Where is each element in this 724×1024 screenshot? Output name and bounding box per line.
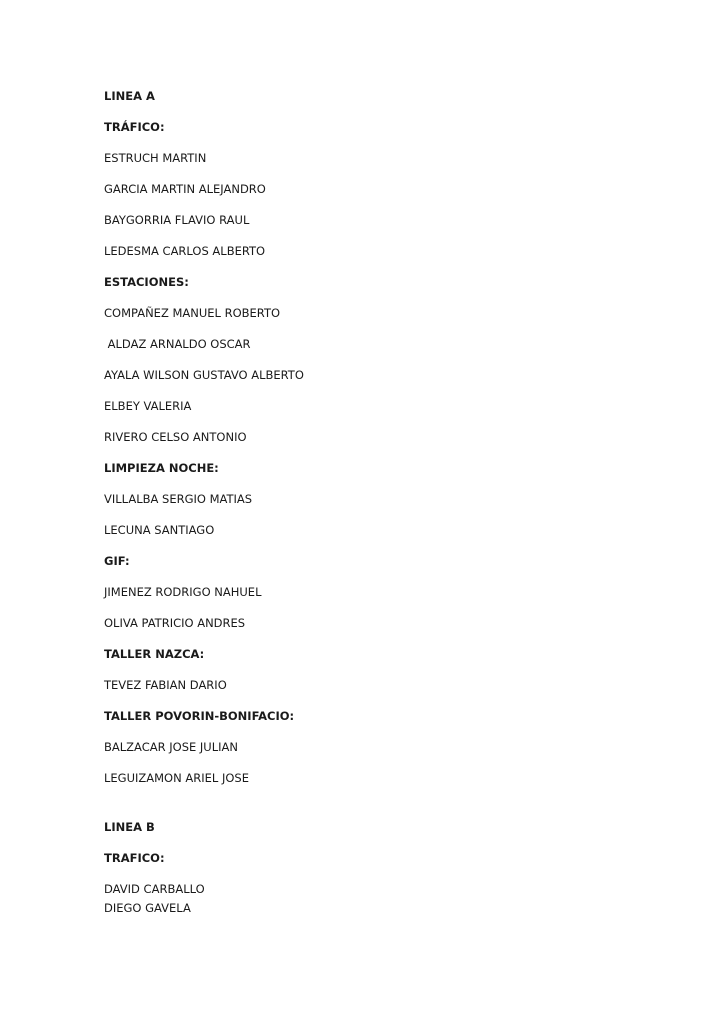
list-item: VILLALBA SERGIO MATIAS — [104, 492, 253, 506]
group-heading-gif: GIF: — [104, 554, 130, 568]
list-item: DIEGO GAVELA — [104, 901, 191, 915]
group-heading-estaciones: ESTACIONES: — [104, 275, 189, 289]
list-item: LEDESMA CARLOS ALBERTO — [104, 244, 266, 258]
section-title-linea-a: LINEA A — [104, 89, 155, 103]
group-heading-taller-povorin-bonifacio: TALLER POVORIN-BONIFACIO: — [104, 709, 295, 723]
list-item: RIVERO CELSO ANTONIO — [104, 430, 247, 444]
list-item: GARCIA MARTIN ALEJANDRO — [104, 182, 266, 196]
list-item: JIMENEZ RODRIGO NAHUEL — [104, 585, 262, 599]
list-item: COMPAÑEZ MANUEL ROBERTO — [104, 306, 281, 320]
group-heading-trafico: TRÁFICO: — [104, 120, 165, 134]
list-item: AYALA WILSON GUSTAVO ALBERTO — [104, 368, 304, 382]
list-item: LEGUIZAMON ARIEL JOSE — [104, 771, 249, 785]
list-item: BAYGORRIA FLAVIO RAUL — [104, 213, 250, 227]
group-heading-limpieza-noche: LIMPIEZA NOCHE: — [104, 461, 219, 475]
list-item: BALZACAR JOSE JULIAN — [104, 740, 238, 754]
group-heading-taller-nazca: TALLER NAZCA: — [104, 647, 205, 661]
list-item: ALDAZ ARNALDO OSCAR — [104, 337, 251, 351]
section-title-linea-b: LINEA B — [104, 820, 155, 834]
group-heading-trafico-b: TRAFICO: — [104, 851, 165, 865]
list-item: TEVEZ FABIAN DARIO — [104, 678, 227, 692]
list-item: OLIVA PATRICIO ANDRES — [104, 616, 246, 630]
list-item: LECUNA SANTIAGO — [104, 523, 215, 537]
list-item: ELBEY VALERIA — [104, 399, 192, 413]
list-item: ESTRUCH MARTIN — [104, 151, 207, 165]
list-item: DAVID CARBALLO — [104, 882, 205, 896]
